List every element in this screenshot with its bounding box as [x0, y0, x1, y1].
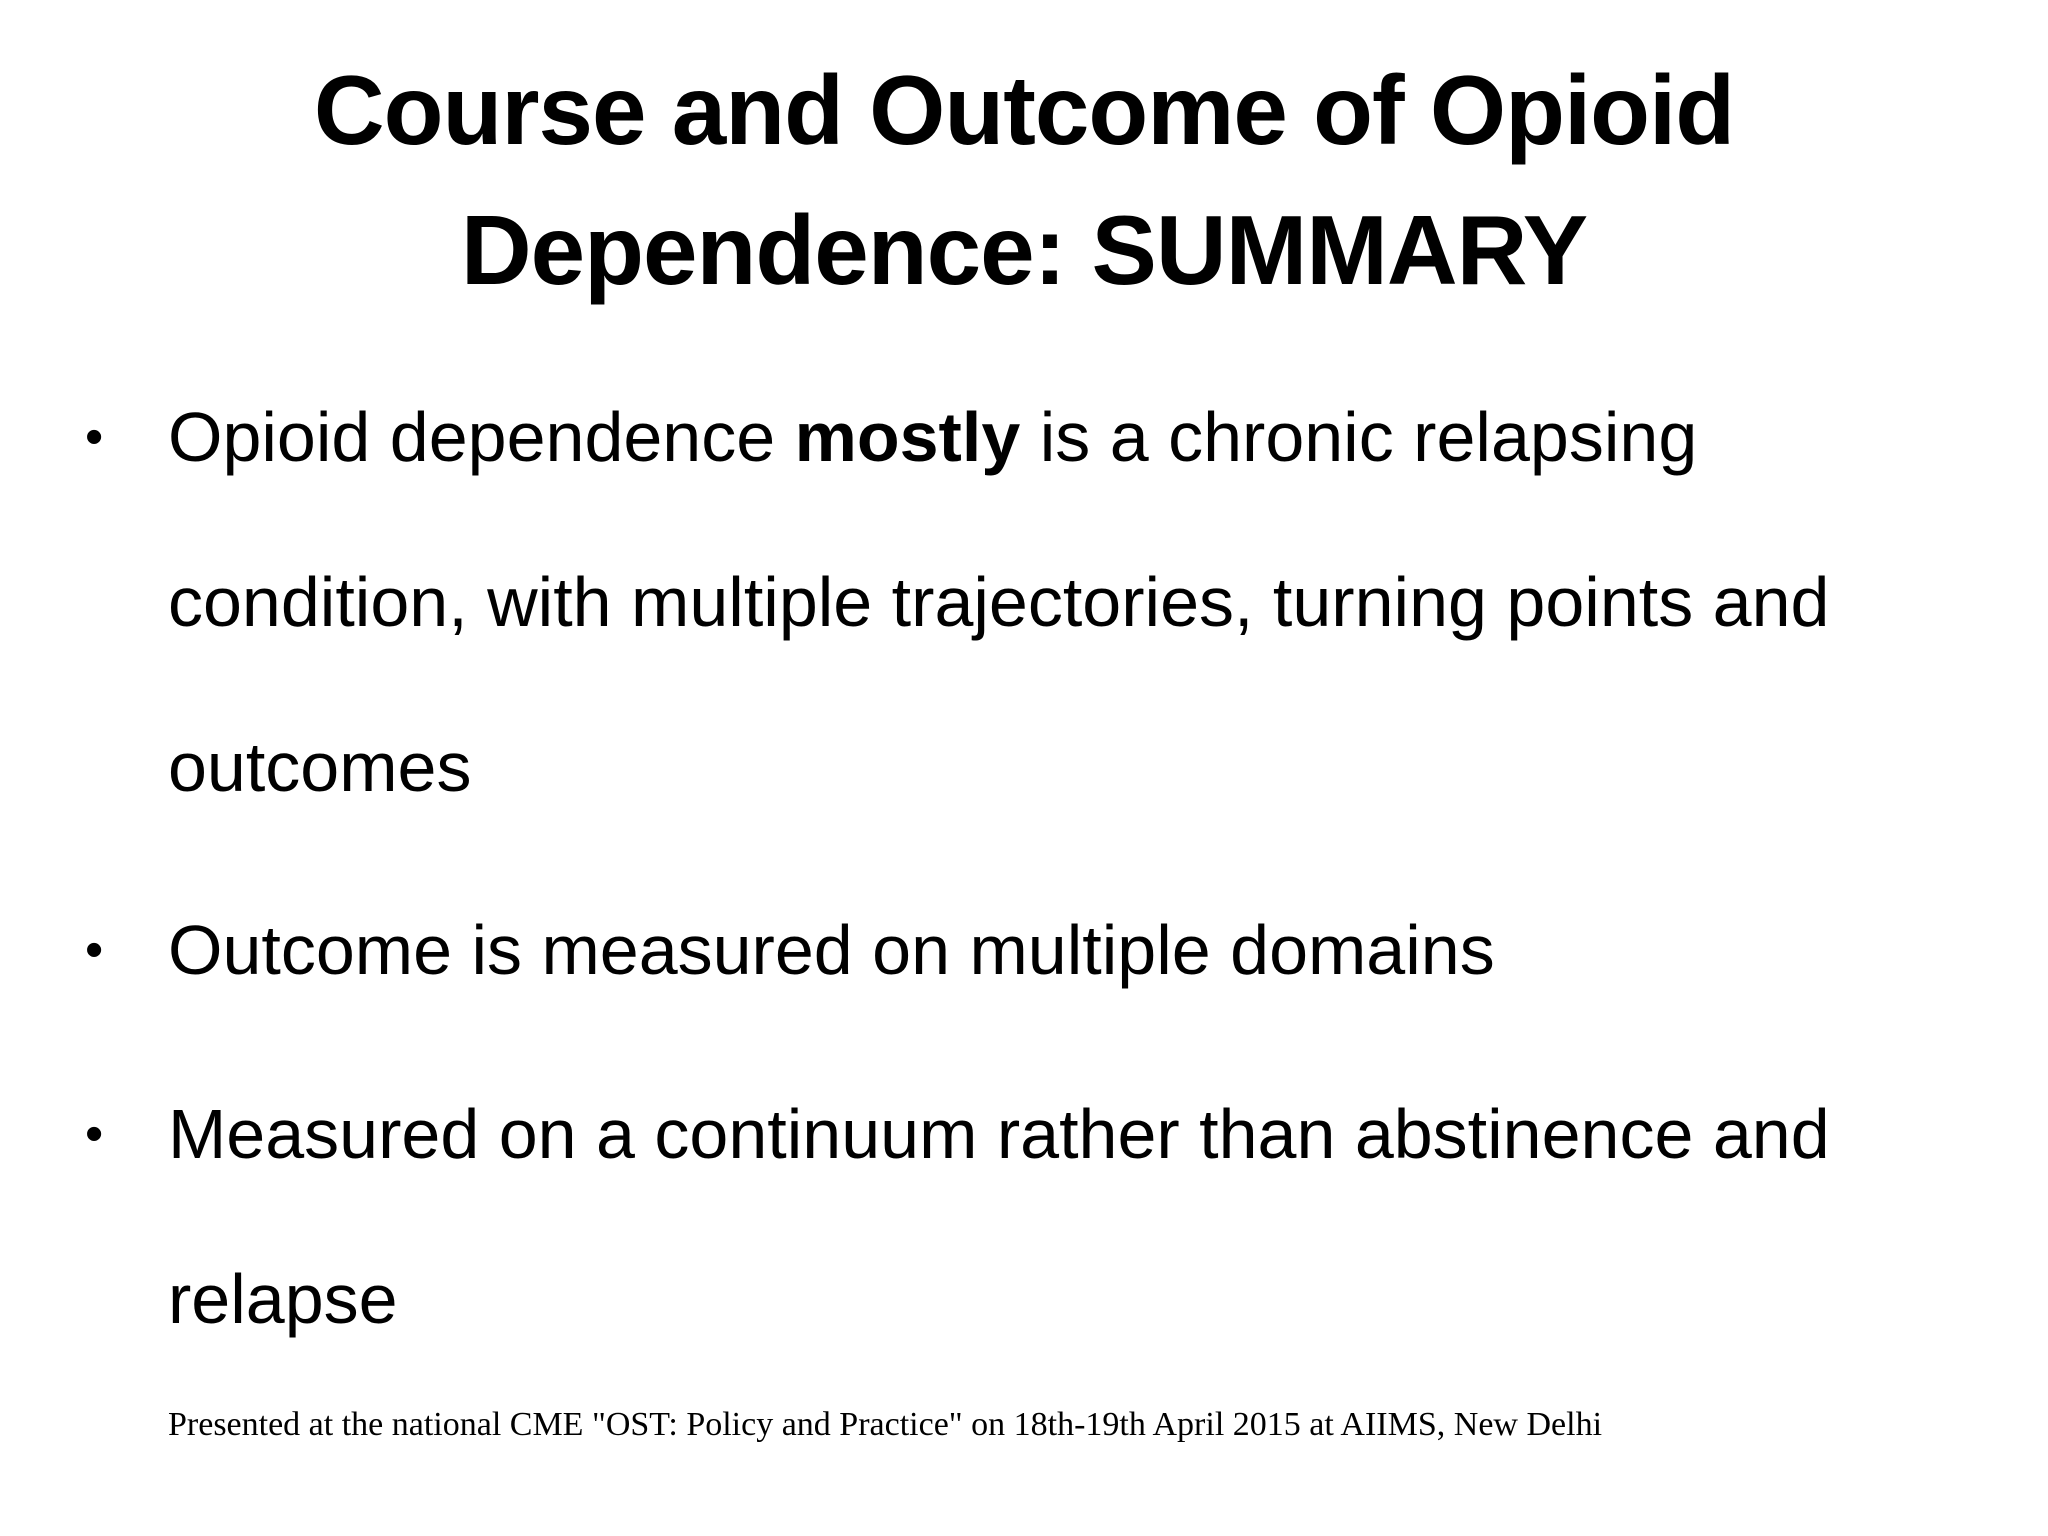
- bullet-text-emphasis: mostly: [794, 398, 1021, 476]
- bullet-text-post: is a chronic relapsing condition, with multiple trajectories, turning points and outcomes: [168, 398, 1830, 806]
- bullet-item-chronic-relapsing: [85, 355, 2015, 850]
- bullet-text: Measured on a continuum rather than abstinence and relapse: [168, 1095, 1830, 1338]
- slide-title-line-2: Dependence: SUMMARY: [460, 195, 1588, 305]
- slide-title-line-1: Course and Outcome of Opioid: [313, 55, 1735, 165]
- bullet-icon: •: [85, 1105, 104, 1163]
- bullet-icon: •: [85, 921, 104, 979]
- bullet-text: [168, 355, 2015, 850]
- slide-title: [0, 40, 2048, 320]
- bullet-item-continuum: [85, 1052, 2015, 1382]
- bullet-text: Outcome is measured on multiple domains: [168, 911, 1495, 989]
- bullet-icon: •: [85, 408, 104, 466]
- bullet-text-pre: Opioid dependence: [168, 398, 795, 476]
- bullet-item-multiple-domains: [85, 868, 2015, 1033]
- presentation-footer: Presented at the national CME "OST: Policy and Practice" on 18th-19th April 2015 at AIIMS, New Delhi: [168, 1406, 1603, 1443]
